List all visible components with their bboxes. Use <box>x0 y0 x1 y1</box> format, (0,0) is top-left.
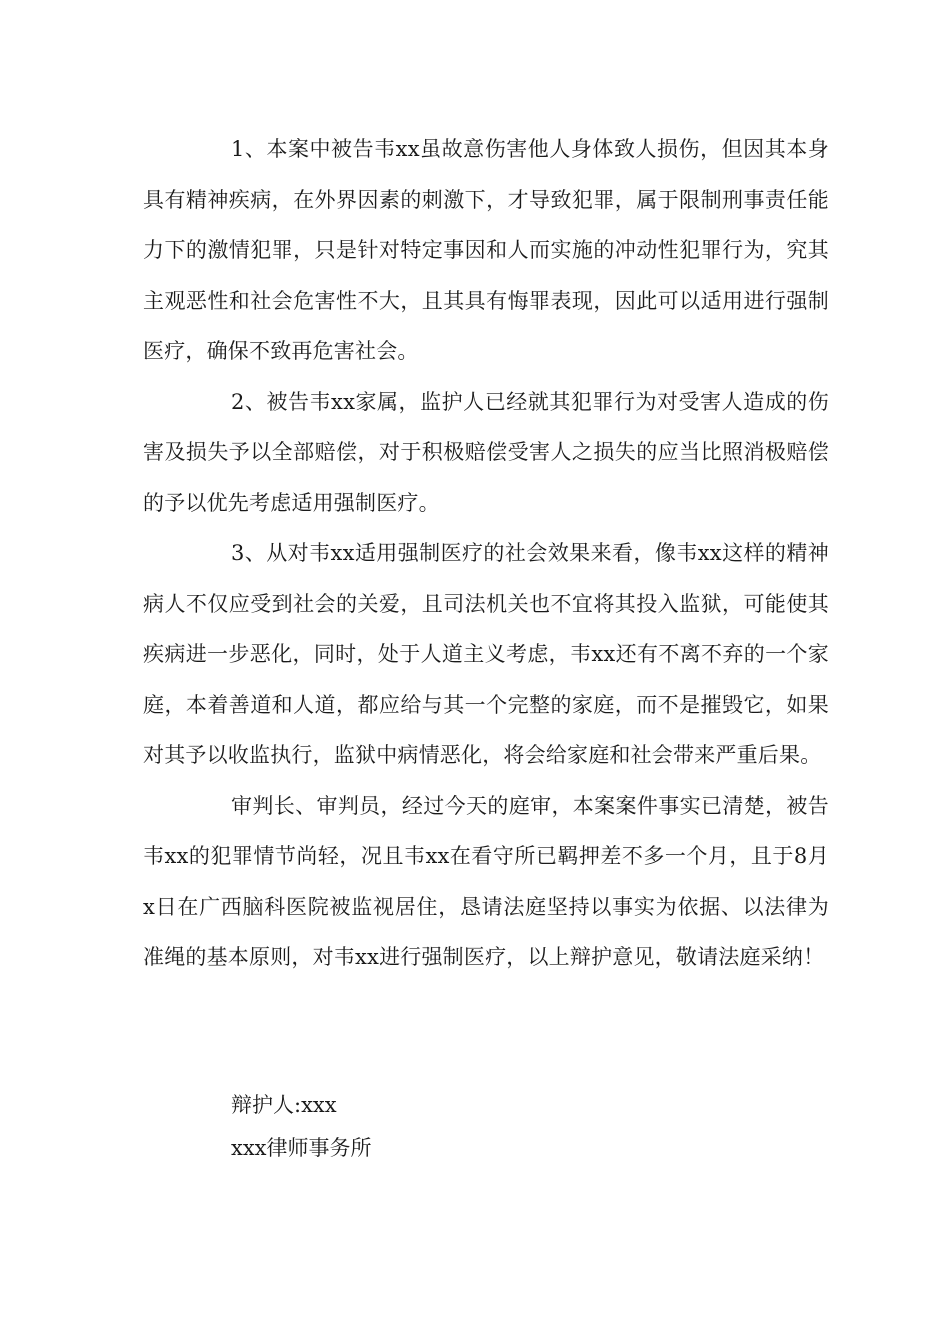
paragraph-4: 审判长、审判员，经过今天的庭审，本案案件事实已清楚，被告韦xx的犯罪情节尚轻，况且韦xx在看守所已羁押差不多一个月，且于8月x日在广西脑科医院被监视居住，恳请法庭坚持以事实为依据、以法律为准绳的基本原则，对韦xx进行强制医疗，以上辩护意见，敬请法庭采纳！ <box>143 793 829 969</box>
signature-block <box>231 1084 631 1170</box>
defender-signature: 辩护人:xxx <box>231 1093 337 1117</box>
paragraph-2: 2、被告韦xx家属，监护人已经就其犯罪行为对受害人造成的伤害及损失予以全部赔偿，对于积极赔偿受害人之损失的应当比照消极赔偿的予以优先考虑适用强制医疗。 <box>143 389 829 515</box>
law-firm-name: xxx律师事务所 <box>231 1136 372 1160</box>
document-body <box>143 124 829 983</box>
paragraph-3: 3、从对韦xx适用强制医疗的社会效果来看，像韦xx这样的精神病人不仅应受到社会的关爱，且司法机关也不宜将其投入监狱，可能使其疾病进一步恶化，同时，处于人道主义考虑，韦xx还有不离不弃的一个家庭，本着善道和人道，都应给与其一个完整的家庭，而不是摧毁它，如果对其予以收监执行，监狱中病情恶化，将会给家庭和社会带来严重后果。 <box>143 541 829 767</box>
paragraph-1: 1、本案中被告韦xx虽故意伤害他人身体致人损伤，但因其本身具有精神疾病，在外界因素的刺激下，才导致犯罪，属于限制刑事责任能力下的激情犯罪，只是针对特定事因和人而实施的冲动性犯罪行为，究其主观恶性和社会危害性不大，且其具有悔罪表现，因此可以适用进行强制医疗，确保不致再危害社会。 <box>143 137 829 363</box>
